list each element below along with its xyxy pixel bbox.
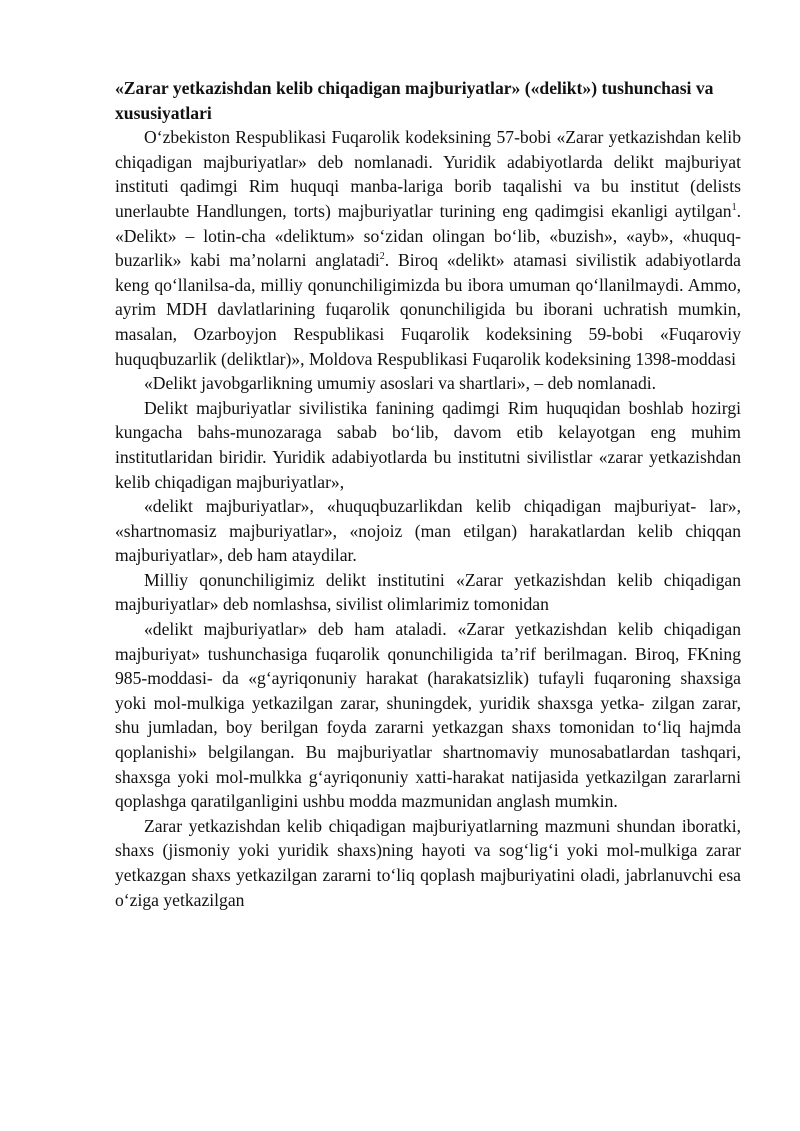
paragraph-1-part-b: . «Delikt» – lotin-cha «deliktum» so‘zidan olingan bo‘lib, «buzish», «ayb», «huquq-buzarlik» kabi ma’nolarni anglatadi bbox=[115, 200, 741, 271]
paragraph-2: «Delikt javobgarlikning umumiy asoslari va shartlari», – deb nomlanadi. bbox=[144, 373, 657, 394]
paragraph-1 bbox=[115, 125, 741, 371]
section-title: «Zarar yetkazishdan kelib chiqadigan majburiyatlar» («delikt») tushunchasi va xususiyatlari bbox=[115, 78, 714, 123]
paragraph-7: Zarar yetkazishdan kelib chiqadigan majburiyatlarning mazmuni shundan iboratki, shaxs (jismoniy yoki yuridik shaxs)ning hayoti va sog‘lig‘i yoki mol-mulkiga zarar yetkazgan shaxs yetkazilgan zararni to‘liq qoplash majburiyatini oladi, jabrlanuvchi esa o‘ziga yetkazilgan bbox=[115, 815, 741, 910]
paragraph-1-part-c: . Biroq «delikt» atamasi sivilistik adabiyotlarda keng qo‘llanilsa-da, milliy qonunchiligimizda bu ibora umuman qo‘llanilmaydi. Ammo, ayrim MDH davlatlarining fuqarolik qonunchiligida bu iborani uchratish mumkin, masalan, Ozarboyjon Respublikasi Fuqarolik kodeksining 59-bobi «Fuqaroviy huquqbuzarlik (deliktlar)», Moldova Respublikasi Fuqarolik kodeksining 1398-moddasi bbox=[115, 250, 741, 369]
paragraph-3: Delikt majburiyatlar sivilistika fanining qadimgi Rim huquqidan boshlab hozirgi kungacha bahs-munozaraga sabab bo‘lib, davom etib kelayotgan eng muhim institutlaridan biridir. Yuridik adabiyotlarda bu institutni sivilistlar «zarar yetkazishdan kelib chiqadigan majburiyatlar», bbox=[115, 397, 741, 492]
paragraph-6: «delikt majburiyatlar» deb ham ataladi. «Zarar yetkazishdan kelib chiqadigan majburiyat» tushunchasiga fuqarolik qonunchiligida ta’rif berilmagan. Biroq, FKning 985-moddasi- da «g‘ayriqonuniy harakat (harakatsizlik) tufayli fuqaroning shaxsiga yoki mol-mulkiga yetkazilgan zarar, shuningdek, yuridik shaxsga yetka- zilgan zarar, shu jumladan, boy berilgan foyda zararni yetkazgan shaxs tomonidan to‘liq hajmda qoplanishi» belgilangan. Bu majburiyatlar shartnomaviy munosabatlardan tashqari, shaxsga yoki mol-mulkka g‘ayriqonuniy xatti-harakat natijasida yetkazilgan zararlarni qoplashga qaratilganligini ushbu modda mazmunidan anglash mumkin. bbox=[115, 619, 741, 812]
paragraph-4: «delikt majburiyatlar», «huquqbuzarlikdan kelib chiqadigan majburiyat- lar», «shartnomasiz majburiyatlar», «nojoiz (man etilgan) harakatlardan kelib chiqqan majburiyatlar», deb ham ataydilar. bbox=[115, 496, 741, 566]
footnote-ref-2[interactable]: 2 bbox=[379, 251, 385, 263]
document-page bbox=[115, 76, 741, 912]
paragraph-1-part-a: O‘zbekiston Respublikasi Fuqarolik kodeksining 57-bobi «Zarar yetkazishdan kelib chiqadigan majburiyatlar» deb nomlanadi. Yuridik adabiyotlarda delikt majburiyat instituti qadimgi Rim huquqi manba-lariga borib taqalishi va bu institut (delists unerlaubte Handlungen, torts) majburiyatlar turining eng qadimgisi ekanligi aytilgan bbox=[115, 127, 741, 221]
footnote-ref-1[interactable]: 1 bbox=[731, 202, 737, 214]
paragraph-5: Milliy qonunchiligimiz delikt institutini «Zarar yetkazishdan kelib chiqadigan majburiyatlar» deb nomlashsa, sivilist olimlarimiz tomonidan bbox=[115, 569, 741, 615]
